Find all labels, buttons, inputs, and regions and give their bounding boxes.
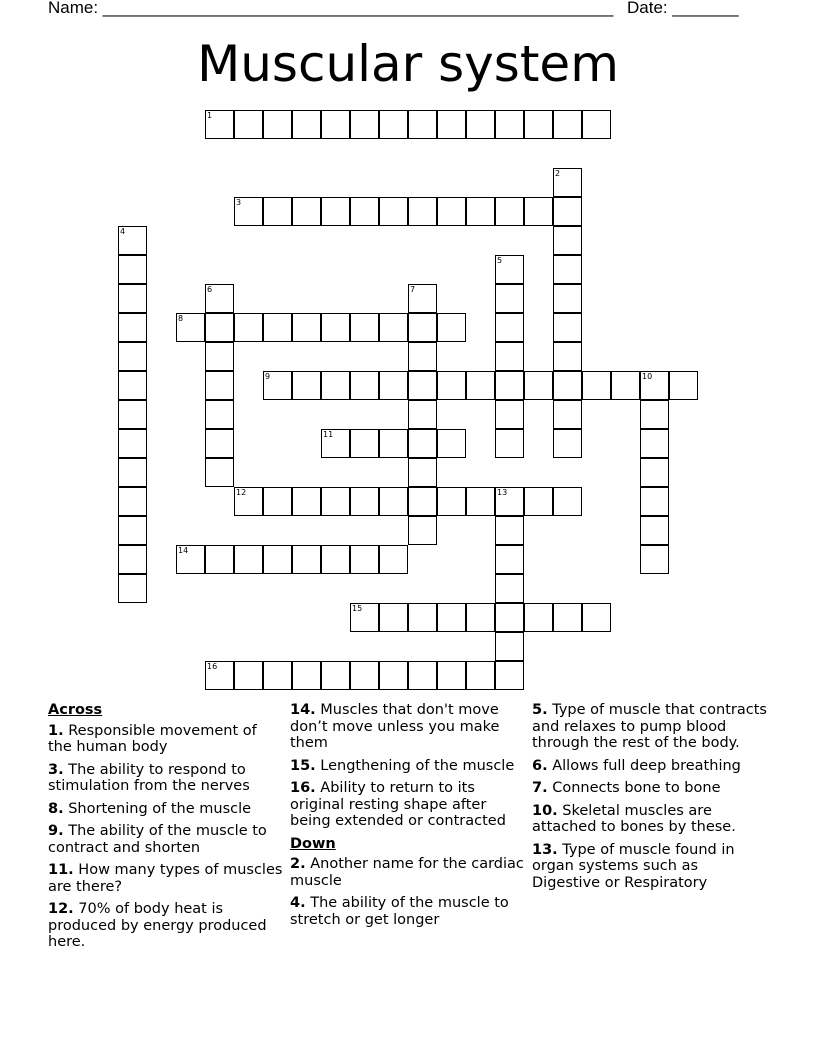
grid-cell[interactable] <box>350 110 379 139</box>
grid-cell[interactable] <box>553 168 582 197</box>
clue-across-1: 1. Responsible movement of the human body <box>48 722 257 755</box>
grid-cell[interactable] <box>437 110 466 139</box>
grid-cell[interactable] <box>640 400 669 429</box>
grid-cell[interactable] <box>408 487 437 516</box>
grid-cell[interactable] <box>466 603 495 632</box>
page-title: Muscular system <box>197 35 619 93</box>
grid-cell[interactable] <box>408 313 437 342</box>
grid-cell[interactable] <box>263 371 292 400</box>
grid-cell[interactable] <box>495 429 524 458</box>
clue-number: 9 <box>265 372 271 381</box>
clue-across-11: 11. How many types of muscles are there? <box>48 862 283 895</box>
grid-cell[interactable] <box>263 661 292 690</box>
grid-cell[interactable] <box>350 603 379 632</box>
grid-cell[interactable] <box>176 545 205 574</box>
clue-number: 13 <box>497 488 508 497</box>
grid-cell[interactable] <box>379 603 408 632</box>
grid-cell[interactable] <box>234 313 263 342</box>
grid-cell[interactable] <box>408 429 437 458</box>
clue-number: 6 <box>207 285 213 294</box>
clue-column-2 <box>290 702 526 934</box>
grid-cell[interactable] <box>408 661 437 690</box>
grid-cell[interactable] <box>234 661 263 690</box>
grid-cell[interactable] <box>437 371 466 400</box>
grid-cell[interactable] <box>640 371 669 400</box>
clue-number: 1 <box>207 111 213 120</box>
grid-cell[interactable] <box>205 661 234 690</box>
grid-cell[interactable] <box>234 197 263 226</box>
grid-cell[interactable] <box>118 313 147 342</box>
grid-cell[interactable] <box>350 429 379 458</box>
grid-cell[interactable] <box>640 429 669 458</box>
grid-cell[interactable] <box>205 545 234 574</box>
grid-cell[interactable] <box>118 487 147 516</box>
grid-cell[interactable] <box>582 603 611 632</box>
grid-cell[interactable] <box>640 458 669 487</box>
clue-across-12: 12. 70% of body heat is produced by energy produced here. <box>48 901 267 950</box>
grid-cell[interactable] <box>379 110 408 139</box>
grid-cell[interactable] <box>408 400 437 429</box>
grid-cell[interactable] <box>350 545 379 574</box>
grid-cell[interactable] <box>495 313 524 342</box>
grid-cell[interactable] <box>524 603 553 632</box>
grid-cell[interactable] <box>582 371 611 400</box>
grid-cell[interactable] <box>437 487 466 516</box>
grid-cell[interactable] <box>553 284 582 313</box>
grid-cell[interactable] <box>408 110 437 139</box>
grid-cell[interactable] <box>234 487 263 516</box>
date-field-label: Date: _______ <box>627 0 739 17</box>
clue-column-3 <box>532 702 768 897</box>
grid-cell[interactable] <box>321 371 350 400</box>
grid-cell[interactable] <box>118 226 147 255</box>
grid-cell[interactable] <box>205 400 234 429</box>
grid-cell[interactable] <box>321 487 350 516</box>
grid-cell[interactable] <box>234 545 263 574</box>
grid-cell[interactable] <box>495 284 524 313</box>
grid-cell[interactable] <box>495 603 524 632</box>
grid-cell[interactable] <box>640 545 669 574</box>
grid-cell[interactable] <box>263 313 292 342</box>
grid-cell[interactable] <box>408 284 437 313</box>
grid-cell[interactable] <box>321 545 350 574</box>
grid-cell[interactable] <box>524 487 553 516</box>
grid-cell[interactable] <box>408 197 437 226</box>
grid-cell[interactable] <box>437 197 466 226</box>
clue-down-13: 13. Type of muscle found in organ systems such as Digestive or Respiratory <box>532 841 735 891</box>
grid-cell[interactable] <box>205 313 234 342</box>
clue-across-16: 16. Ability to return to its original resting shape after being extended or contracted <box>290 780 506 829</box>
grid-cell[interactable] <box>205 429 234 458</box>
grid-cell[interactable] <box>495 632 524 661</box>
grid-cell[interactable] <box>495 661 524 690</box>
clue-number: 16 <box>207 662 218 671</box>
grid-cell[interactable] <box>437 429 466 458</box>
grid-cell[interactable] <box>176 313 205 342</box>
clue-down-4: 4. The ability of the muscle to stretch or get longer <box>290 895 509 928</box>
grid-cell[interactable] <box>640 516 669 545</box>
grid-cell[interactable] <box>321 661 350 690</box>
grid-cell[interactable] <box>553 603 582 632</box>
grid-cell[interactable] <box>205 371 234 400</box>
grid-cell[interactable] <box>118 458 147 487</box>
clue-down-5: 5. Type of muscle that contracts and relaxes to pump blood through the rest of the body. <box>532 702 767 751</box>
clue-number: 4 <box>120 227 126 236</box>
grid-cell[interactable] <box>118 429 147 458</box>
grid-cell[interactable] <box>408 458 437 487</box>
grid-cell[interactable] <box>437 603 466 632</box>
clue-across-9: 9. The ability of the muscle to contract and shorten <box>48 823 267 856</box>
clue-number: 14 <box>178 546 189 555</box>
grid-cell[interactable] <box>437 661 466 690</box>
clue-down-6: 6. Allows full deep breathing <box>532 757 741 774</box>
grid-cell[interactable] <box>118 545 147 574</box>
grid-cell[interactable] <box>495 545 524 574</box>
grid-cell[interactable] <box>611 371 640 400</box>
grid-cell[interactable] <box>350 197 379 226</box>
grid-cell[interactable] <box>321 110 350 139</box>
clue-number: 8 <box>178 314 184 323</box>
grid-cell[interactable] <box>234 110 263 139</box>
grid-cell[interactable] <box>321 197 350 226</box>
grid-cell[interactable] <box>524 197 553 226</box>
grid-cell[interactable] <box>263 110 292 139</box>
grid-cell[interactable] <box>205 342 234 371</box>
grid-cell[interactable] <box>582 110 611 139</box>
grid-cell[interactable] <box>205 458 234 487</box>
grid-cell[interactable] <box>408 516 437 545</box>
grid-cell[interactable] <box>553 400 582 429</box>
grid-cell[interactable] <box>205 284 234 313</box>
grid-cell[interactable] <box>495 574 524 603</box>
grid-cell[interactable] <box>350 313 379 342</box>
grid-cell[interactable] <box>495 255 524 284</box>
grid-cell[interactable] <box>553 342 582 371</box>
clue-down-2: 2. Another name for the cardiac muscle <box>290 856 524 889</box>
grid-cell[interactable] <box>553 371 582 400</box>
across-heading: Across <box>48 702 103 718</box>
grid-cell[interactable] <box>292 371 321 400</box>
grid-cell[interactable] <box>466 110 495 139</box>
grid-cell[interactable] <box>350 661 379 690</box>
grid-cell[interactable] <box>553 197 582 226</box>
clue-number: 11 <box>323 430 334 439</box>
grid-cell[interactable] <box>118 371 147 400</box>
grid-cell[interactable] <box>263 197 292 226</box>
grid-cell[interactable] <box>379 197 408 226</box>
grid-cell[interactable] <box>408 342 437 371</box>
grid-cell[interactable] <box>524 371 553 400</box>
clue-number: 7 <box>410 285 416 294</box>
grid-cell[interactable] <box>437 313 466 342</box>
grid-cell[interactable] <box>292 110 321 139</box>
grid-cell[interactable] <box>350 371 379 400</box>
grid-cell[interactable] <box>263 487 292 516</box>
grid-cell[interactable] <box>118 400 147 429</box>
grid-cell[interactable] <box>408 603 437 632</box>
grid-cell[interactable] <box>553 487 582 516</box>
grid-cell[interactable] <box>495 197 524 226</box>
clue-number: 2 <box>555 169 561 178</box>
grid-cell[interactable] <box>292 313 321 342</box>
grid-cell[interactable] <box>553 255 582 284</box>
grid-cell[interactable] <box>495 400 524 429</box>
grid-cell[interactable] <box>118 284 147 313</box>
grid-cell[interactable] <box>263 545 292 574</box>
grid-cell[interactable] <box>553 110 582 139</box>
grid-cell[interactable] <box>466 487 495 516</box>
grid-cell[interactable] <box>640 487 669 516</box>
down-heading: Down <box>290 835 336 852</box>
grid-cell[interactable] <box>292 545 321 574</box>
clue-down-7: 7. Connects bone to bone <box>532 780 721 796</box>
grid-cell[interactable] <box>321 313 350 342</box>
grid-cell[interactable] <box>292 197 321 226</box>
grid-cell[interactable] <box>118 516 147 545</box>
grid-cell[interactable] <box>495 342 524 371</box>
grid-cell[interactable] <box>495 516 524 545</box>
clue-number: 12 <box>236 488 247 497</box>
clue-number: 3 <box>236 198 242 207</box>
grid-cell[interactable] <box>379 487 408 516</box>
clue-down-10: 10. Skeletal muscles are attached to bones by these. <box>532 802 736 835</box>
clue-number: 15 <box>352 604 363 613</box>
grid-cell[interactable] <box>524 110 553 139</box>
grid-cell[interactable] <box>408 371 437 400</box>
grid-cell[interactable] <box>118 342 147 371</box>
grid-cell[interactable] <box>118 574 147 603</box>
grid-cell[interactable] <box>118 255 147 284</box>
grid-cell[interactable] <box>466 197 495 226</box>
grid-cell[interactable] <box>292 487 321 516</box>
grid-cell[interactable] <box>379 371 408 400</box>
grid-cell[interactable] <box>553 429 582 458</box>
name-field-label: Name: ______________________________________________________ <box>48 0 614 17</box>
clue-number: 10 <box>642 372 653 381</box>
clue-across-14: 14. Muscles that don't move don’t move unless you make them <box>290 702 500 751</box>
grid-cell[interactable] <box>495 487 524 516</box>
grid-cell[interactable] <box>495 110 524 139</box>
grid-cell[interactable] <box>495 371 524 400</box>
grid-cell[interactable] <box>205 110 234 139</box>
clue-across-8: 8. Shortening of the muscle <box>48 800 252 817</box>
clue-number: 5 <box>497 256 503 265</box>
grid-cell[interactable] <box>553 313 582 342</box>
clue-across-3: 3. The ability to respond to stimulation from the nerves <box>48 761 250 794</box>
grid-cell[interactable] <box>466 371 495 400</box>
grid-cell[interactable] <box>379 661 408 690</box>
grid-cell[interactable] <box>292 661 321 690</box>
clue-across-15: 15. Lengthening of the muscle <box>290 757 515 774</box>
grid-cell[interactable] <box>350 487 379 516</box>
grid-cell[interactable] <box>379 313 408 342</box>
grid-cell[interactable] <box>379 545 408 574</box>
grid-cell[interactable] <box>321 429 350 458</box>
grid-cell[interactable] <box>379 429 408 458</box>
clue-column-1 <box>48 702 283 957</box>
grid-cell[interactable] <box>553 226 582 255</box>
grid-cell[interactable] <box>669 371 698 400</box>
grid-cell[interactable] <box>466 661 495 690</box>
